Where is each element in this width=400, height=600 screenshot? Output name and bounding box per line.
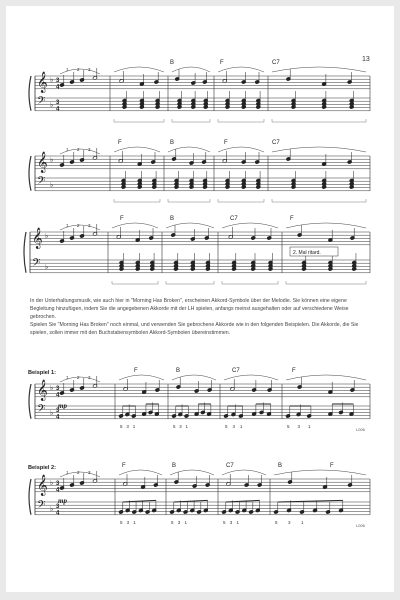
slur (286, 223, 366, 228)
note (255, 152, 260, 164)
note (70, 152, 75, 164)
chord-symbol: C7 (230, 216, 238, 222)
treble-staff (35, 384, 370, 397)
fingering: 3 (88, 223, 91, 228)
note (202, 152, 207, 164)
note (170, 502, 175, 514)
chord-symbol: F (122, 463, 126, 469)
flat-icon: ♭ (50, 156, 54, 164)
note (235, 502, 240, 514)
note (205, 475, 210, 487)
fingering: 5 (173, 424, 176, 429)
chord-symbol: B (176, 368, 181, 374)
flat-icon: ♭ (50, 181, 54, 189)
note (274, 502, 279, 514)
note (252, 380, 257, 392)
fingering: 1 (66, 147, 69, 152)
note (202, 72, 207, 84)
chord-symbol: C7 (272, 60, 280, 66)
treble-clef-icon: 𝄞 (37, 72, 48, 93)
chord-symbol: C7 (232, 368, 240, 374)
fingering: 3 (232, 424, 235, 429)
treble-clef-icon: 𝄞 (37, 152, 48, 173)
fingering: 5 (171, 520, 174, 525)
page-number: 13 (362, 56, 370, 63)
bass-clef-icon: 𝄢 (37, 175, 46, 190)
slur (286, 375, 366, 380)
note (255, 72, 260, 84)
treble-staff (35, 479, 370, 492)
chord-symbol: B (278, 463, 283, 469)
fingering: 2 (77, 67, 80, 72)
fingering: 3 (288, 520, 291, 525)
slur (119, 470, 162, 475)
slur (168, 147, 210, 152)
pedal-bracket (218, 119, 264, 122)
fingering: 5 (287, 424, 290, 429)
catalog-mark: L006 (356, 523, 365, 528)
note (70, 380, 75, 392)
note (267, 228, 272, 240)
note (249, 502, 254, 514)
time-signature-top: 3 (56, 504, 60, 510)
note (151, 152, 156, 164)
fingering: 1 (301, 520, 304, 525)
chord-symbol: F (118, 140, 122, 146)
slur (170, 470, 214, 475)
note (174, 472, 179, 484)
note (119, 502, 124, 514)
flat-icon: ♭ (50, 479, 54, 487)
note (286, 149, 291, 161)
note (288, 472, 293, 484)
fingering: 5 (223, 520, 226, 525)
note (154, 72, 159, 84)
note (153, 475, 158, 487)
note (70, 72, 75, 84)
pedal-bracket (168, 199, 210, 202)
slur (272, 147, 366, 152)
pedal-bracket (172, 119, 210, 122)
time-signature-top: 3 (56, 408, 60, 414)
fingering: 1 (308, 424, 311, 429)
note (171, 225, 176, 237)
time-signature-top: 3 (56, 78, 60, 84)
time-signature-bottom: 4 (56, 414, 60, 421)
fingering: 3 (297, 424, 301, 429)
pedal-bracket (218, 199, 264, 202)
note (228, 227, 233, 239)
pedal-bracket (112, 281, 158, 284)
note (251, 228, 256, 240)
treble-clef-icon: 𝄞 (37, 380, 48, 401)
brace (29, 384, 31, 419)
bass-staff (35, 98, 370, 111)
fingering: 1 (184, 520, 188, 525)
chord-symbol: F (330, 463, 334, 469)
ritard-label: 2. Mal ritard. (293, 250, 321, 256)
pedal-bracket (222, 281, 278, 284)
brace (29, 76, 31, 111)
note (307, 406, 312, 418)
treble-staff (30, 232, 370, 245)
note (300, 502, 305, 514)
note (238, 406, 243, 418)
chord-symbol: F (134, 368, 138, 374)
chord-symbol: F (292, 368, 296, 374)
chord-symbol: B (170, 216, 175, 222)
fingering: 1 (66, 67, 69, 72)
note (222, 71, 227, 83)
note (348, 475, 353, 487)
chord-symbol: F (224, 140, 228, 146)
fingering: 3 (177, 520, 181, 525)
slur (112, 223, 158, 228)
time-signature-top: 3 (56, 481, 60, 487)
note (116, 227, 121, 239)
note (175, 69, 180, 81)
catalog-mark: L006 (356, 427, 365, 432)
note (267, 380, 272, 392)
chord-symbol: B (172, 463, 177, 469)
slur (166, 223, 214, 228)
fingering: 3 (126, 520, 130, 525)
note (93, 224, 98, 236)
fingering: 1 (185, 424, 188, 429)
flat-icon: ♭ (50, 505, 54, 513)
brace (29, 156, 31, 191)
flat-icon: ♭ (45, 263, 49, 271)
flat-icon: ♭ (50, 101, 54, 109)
flat-icon: ♭ (50, 384, 54, 392)
note (241, 72, 246, 84)
time-signature-bottom: 4 (56, 510, 60, 517)
fingering: 3 (88, 67, 91, 72)
pedal-bracket (272, 119, 366, 122)
chord-symbol: C7 (272, 140, 280, 146)
example-1-label: Beispiel 1: (28, 370, 56, 376)
fingering: 3 (126, 424, 129, 429)
note (60, 155, 65, 167)
time-signature-bottom: 4 (56, 106, 60, 113)
note (172, 406, 177, 418)
note (197, 502, 202, 514)
note (93, 148, 98, 160)
dynamic-marking: mp (58, 497, 67, 505)
fingering: 3 (88, 147, 91, 152)
note (297, 225, 302, 237)
note (204, 228, 209, 240)
pedal-bracket (166, 281, 214, 284)
fingering: 3 (179, 424, 182, 429)
note (123, 474, 128, 486)
slur (218, 67, 264, 72)
pedal-bracket (114, 199, 160, 202)
note (60, 383, 65, 395)
chord-symbol: F (120, 216, 124, 222)
fingering: 2 (77, 223, 80, 228)
time-signature-top: 3 (56, 100, 60, 106)
note (286, 406, 291, 418)
note (70, 475, 75, 487)
fingering: 3 (88, 470, 91, 475)
fingering: 1 (239, 424, 243, 429)
time-signature-bottom: 4 (56, 84, 60, 91)
brace (29, 479, 31, 515)
brace (24, 232, 26, 273)
slur (119, 375, 164, 380)
slur (172, 375, 216, 380)
bass-clef-icon: 𝄢 (37, 499, 46, 514)
flat-icon: ♭ (45, 232, 49, 240)
note (123, 379, 128, 391)
fingering: 3 (229, 520, 233, 525)
slur (224, 375, 278, 380)
chord-symbol: B (170, 140, 175, 146)
note (118, 151, 123, 163)
time-signature-top: 3 (56, 386, 60, 392)
fingering: 5 (120, 424, 123, 429)
slur (218, 147, 264, 152)
note (224, 406, 229, 418)
chord-symbol: F (220, 60, 224, 66)
slur (172, 67, 210, 72)
note (350, 380, 355, 392)
bass-staff (35, 178, 370, 191)
treble-clef-icon: 𝄞 (37, 475, 48, 496)
note (132, 502, 137, 514)
pedal-bracket (286, 281, 366, 284)
note (60, 478, 65, 490)
slur (222, 470, 266, 475)
note (241, 152, 246, 164)
note (60, 231, 65, 243)
chord-symbol: B (170, 60, 175, 66)
slur (114, 147, 160, 152)
note (70, 228, 75, 240)
note (207, 380, 212, 392)
slur (114, 67, 164, 72)
fingering: 5 (225, 424, 228, 429)
note (60, 75, 65, 87)
dynamic-marking: mp (58, 402, 67, 410)
note (257, 475, 262, 487)
note (149, 228, 154, 240)
bass-clef-icon: 𝄢 (32, 257, 41, 272)
example-2-label: Beispiel 2: (28, 465, 56, 471)
note (226, 474, 231, 486)
fingering: 1 (132, 424, 136, 429)
note (176, 377, 181, 389)
fingering: 5 (275, 520, 278, 525)
pedal-bracket (272, 199, 366, 202)
fingering: 1 (66, 470, 69, 475)
pedal-bracket (114, 119, 164, 122)
chord-symbol: C7 (226, 463, 234, 469)
fingering: 3 (88, 375, 91, 380)
fingering: 2 (77, 375, 80, 380)
instruction-paragraph-2: Spielen Sie "Morning Has Broken" noch einmal, und verwenden Sie gebrochene Akkorde wie in den folgenden Beispielen. Die Akkorde, die Sie spielen, sollen immer mit den Buchstabensymbolen Akkord-Symbolen übereinstimmen. (30, 322, 359, 336)
fingering: 2 (77, 147, 80, 152)
note (155, 380, 160, 392)
note (222, 502, 227, 514)
note (93, 376, 98, 388)
flat-icon: ♭ (50, 76, 54, 84)
chord-symbol: F (290, 216, 294, 222)
treble-clef-icon: 𝄞 (32, 228, 43, 249)
time-signature-bottom: 4 (56, 392, 60, 399)
bass-clef-icon: 𝄢 (37, 95, 46, 110)
fingering: 1 (236, 520, 240, 525)
bass-staff (30, 260, 370, 273)
slur (274, 470, 366, 475)
slur (272, 67, 366, 72)
note (286, 69, 291, 81)
fingering: 1 (133, 520, 136, 525)
note (131, 406, 136, 418)
bass-staff (35, 502, 370, 515)
fingering: 2 (77, 470, 80, 475)
note (119, 71, 124, 83)
fingering: 5 (120, 520, 123, 525)
note (172, 149, 177, 161)
note (93, 68, 98, 80)
treble-staff (35, 76, 370, 89)
note (93, 471, 98, 483)
note (183, 502, 188, 514)
instruction-paragraph-1: In der Unterhaltungsmusik, wie auch hier in "Morning Has Broken", erscheinen Akkord-Symbole über der Melodie. Sie können eine eigene Begleitung hinzufügen, indem Sie die angegebenen Akkorde mit der LH spielen, anfangs meinst ausgehalten oder auf verschiedene Weise gebrochen. (30, 298, 349, 320)
note (326, 502, 331, 514)
fingering: 1 (66, 375, 69, 380)
note (119, 406, 124, 418)
note (222, 151, 227, 163)
note (230, 379, 235, 391)
slur (222, 223, 278, 228)
note (145, 502, 150, 514)
flat-icon: ♭ (50, 409, 54, 417)
note (244, 475, 249, 487)
note (347, 72, 352, 84)
fingering: 1 (66, 223, 69, 228)
bass-clef-icon: 𝄢 (37, 403, 46, 418)
note (347, 152, 352, 164)
note (350, 228, 355, 240)
time-signature-bottom: 4 (56, 487, 60, 494)
note (184, 406, 189, 418)
note (297, 377, 302, 389)
